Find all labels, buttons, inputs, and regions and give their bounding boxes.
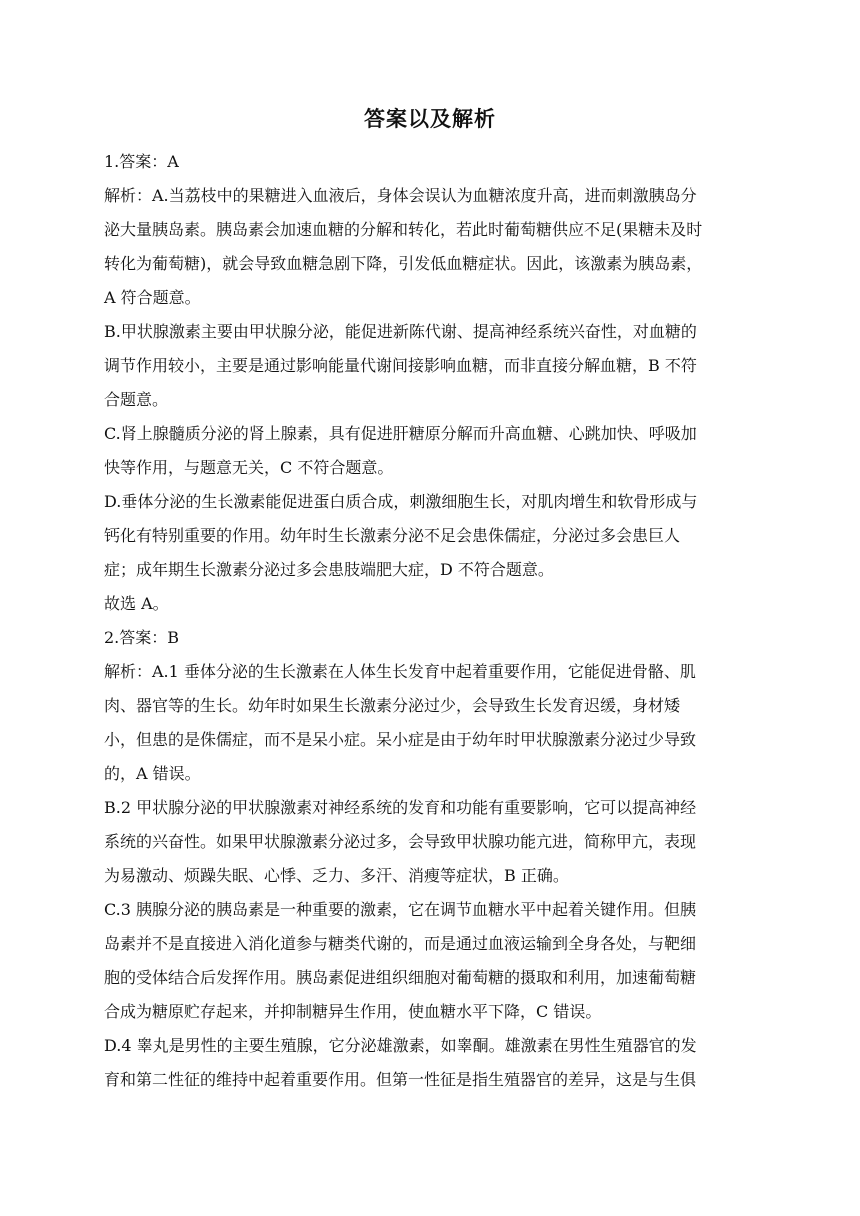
- text-line: 肉、器官等的生长。幼年时如果生长激素分泌过少，会导致生长发育迟缓，身材矮: [104, 696, 681, 715]
- text-line: 合题意。: [104, 390, 169, 409]
- text-line: C.3 胰腺分泌的胰岛素是一种重要的激素，它在调节血糖水平中起着关键作用。但胰: [104, 900, 697, 919]
- text-line: C.肾上腺髓质分泌的肾上腺素，具有促进肝糖原分解而升高血糖、心跳加快、呼吸加: [104, 424, 697, 443]
- text-line: 胞的受体结合后发挥作用。胰岛素促进组织细胞对葡萄糖的摄取和利用，加速葡萄糖: [104, 968, 697, 987]
- text-line: D.垂体分泌的生长激素能促进蛋白质合成，刺激细胞生长，对肌肉增生和软骨形成与: [104, 492, 698, 511]
- text-line: 合成为糖原贮存起来，并抑制糖异生作用，使血糖水平下降，C 错误。: [104, 1002, 602, 1021]
- text-line: 钙化有特别重要的作用。幼年时生长激素分泌不足会患侏儒症，分泌过多会患巨人: [104, 526, 681, 545]
- text-line: B.甲状腺激素主要由甲状腺分泌，能促进新陈代谢、提高神经系统兴奋性，对血糖的: [104, 322, 697, 341]
- text-line: 系统的兴奋性。如果甲状腺激素分泌过多，会导致甲状腺功能亢进，简称甲亢，表现: [104, 832, 697, 851]
- text-line: 育和第二性征的维持中起着重要作用。但第一性征是指生殖器官的差异，这是与生俱: [104, 1070, 697, 1089]
- text-line: 为易激动、烦躁失眠、心悸、乏力、多汗、消瘦等症状，B 正确。: [104, 866, 569, 885]
- text-line: 小，但患的是侏儒症，而不是呆小症。呆小症是由于幼年时甲状腺激素分泌过少导致: [104, 730, 697, 749]
- answer-explanation-text: [104, 145, 754, 1097]
- text-line: A 符合题意。: [104, 288, 201, 307]
- text-line: D.4 睾丸是男性的主要生殖腺，它分泌雄激素，如睾酮。雄激素在男性生殖器官的发: [104, 1036, 697, 1055]
- text-line: 解析：A.1 垂体分泌的生长激素在人体生长发育中起着重要作用，它能促进骨骼、肌: [104, 662, 696, 681]
- text-line: 岛素并不是直接进入消化道参与糖类代谢的，而是通过血液运输到全身各处，与靶细: [104, 934, 697, 953]
- text-line: 症；成年期生长激素分泌过多会患肢端肥大症，D 不符合题意。: [104, 560, 554, 579]
- text-line: 2.答案：B: [104, 628, 180, 647]
- page-title: 答案以及解析: [364, 107, 496, 131]
- text-line: 1.答案：A: [104, 152, 179, 171]
- text-line: 调节作用较小，主要是通过影响能量代谢间接影响血糖，而非直接分解血糖，B 不符: [104, 356, 697, 375]
- text-line: 解析：A.当荔枝中的果糖进入血液后，身体会误认为血糖浓度升高，进而刺激胰岛分: [104, 186, 697, 205]
- text-line: 的，A 错误。: [104, 764, 201, 783]
- text-line: 转化为葡萄糖)，就会导致血糖急剧下降，引发低血糖症状。因此，该激素为胰岛素，: [104, 254, 703, 273]
- text-line: 泌大量胰岛素。胰岛素会加速血糖的分解和转化，若此时葡萄糖供应不足(果糖未及时: [104, 220, 703, 239]
- text-line: 快等作用，与题意无关，C 不符合题意。: [104, 458, 394, 477]
- text-line: B.2 甲状腺分泌的甲状腺激素对神经系统的发育和功能有重要影响，它可以提高神经: [104, 798, 697, 817]
- text-line: 故选 A。: [104, 594, 169, 613]
